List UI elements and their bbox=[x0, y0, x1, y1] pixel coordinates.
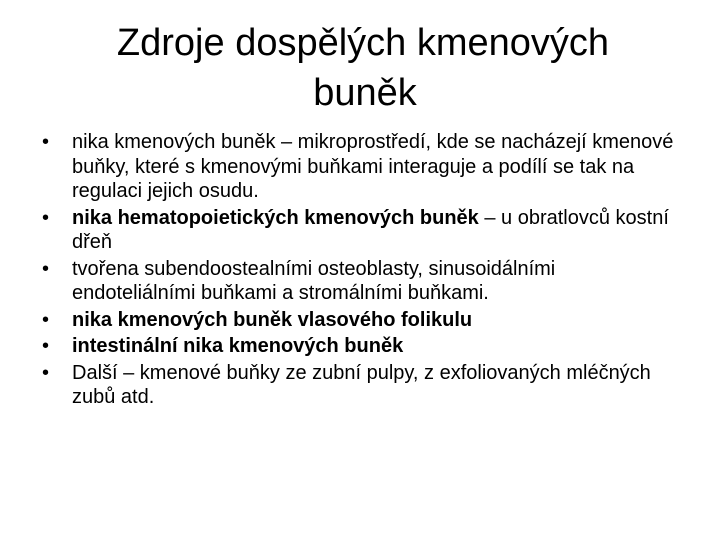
bullet-text: – u obratlovců kostní dřeň bbox=[72, 206, 669, 253]
bullet-bold-text: intestinální nika kmenových buněk bbox=[72, 335, 404, 357]
bullet-text: tvořena subendoostealními osteoblasty, sinusoidálními endoteliálními buňkami a stromálními buňkami. bbox=[72, 257, 556, 304]
bullet-item bbox=[42, 361, 682, 410]
bullet-item bbox=[42, 130, 682, 204]
bullet-icon: • bbox=[42, 361, 50, 384]
slide-title-line-1: Zdroje dospělých kmenových bbox=[116, 22, 610, 64]
bullet-text: Další – kmenové buňky ze zubní pulpy, z exfoliovaných mléčných zubů atd. bbox=[72, 361, 651, 408]
bullet-bold-text: nika hematopoietických kmenových buněk bbox=[72, 206, 479, 229]
bullet-item bbox=[42, 308, 682, 333]
slide-title bbox=[0, 18, 720, 118]
bullet-icon: • bbox=[42, 206, 50, 229]
bullet-text: nika kmenových buněk – mikroprostředí, kde se nacházejí kmenové buňky, které s kmenovými buňkami interaguje a podílí se tak na regulaci jejich osudu. bbox=[72, 131, 674, 202]
slide-title-line-2: buněk bbox=[313, 72, 417, 114]
bullet-icon: • bbox=[42, 335, 50, 357]
bullet-icon: • bbox=[42, 308, 50, 331]
bullet-bold-text: nika kmenových buněk vlasového folikulu bbox=[72, 308, 473, 331]
bullet-item bbox=[42, 257, 682, 306]
bullet-item bbox=[42, 206, 682, 255]
bullet-icon: • bbox=[42, 257, 50, 280]
bullet-icon: • bbox=[42, 131, 50, 153]
bullet-list bbox=[42, 130, 682, 412]
bullet-item bbox=[42, 334, 682, 359]
